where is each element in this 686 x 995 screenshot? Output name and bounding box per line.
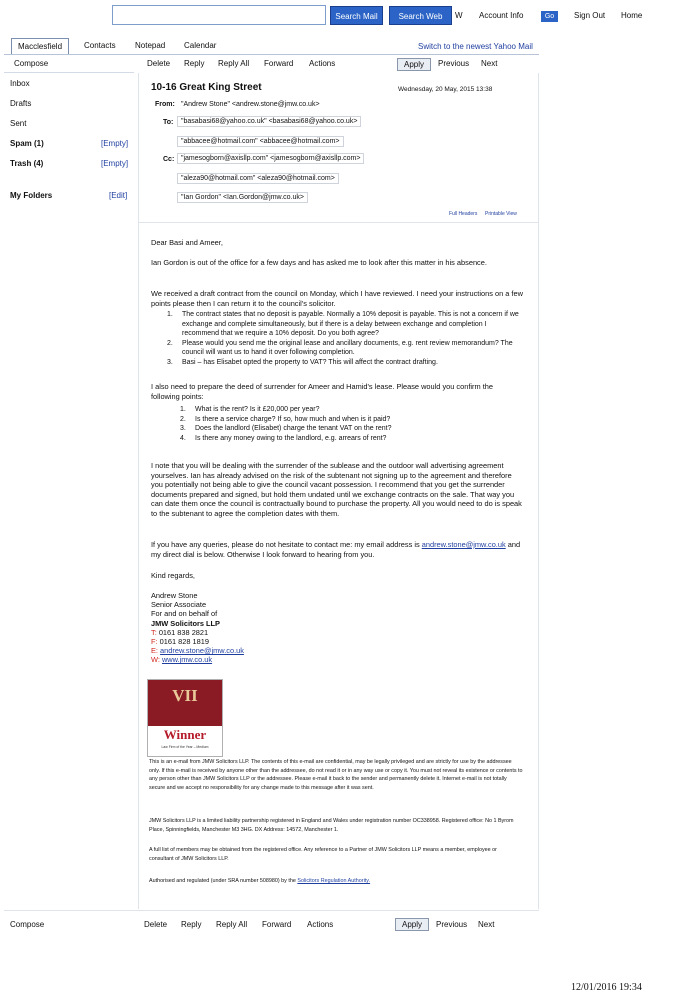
list-number: 2.: [167, 339, 173, 347]
signature-title: Senior Associate: [151, 600, 207, 610]
next-button[interactable]: Next: [481, 59, 498, 68]
website-link[interactable]: www.jmw.co.uk: [161, 655, 213, 665]
tab-divider: [4, 54, 539, 55]
list-text: What is the rent? Is it £20,000 per year?: [195, 406, 320, 413]
list-number: 1.: [180, 406, 186, 413]
paragraph-2: We received a draft contract from the council on Monday, which I have reviewed. I need your instructions on a few points please then I can return it to the council's solicitor.: [151, 289, 523, 308]
signature-block: [151, 591, 244, 665]
paragraph-4: I note that you will be dealing with the surrender of the sublease and the outdoor wall advertising agreement yourselves. Ian has already advised on the risk of the subtenant not signing up to the agreement and therefore you potentially not being able to give the council vacant possession. I recommend that you get the surrender documents prepared and signed, but hold them undated until we exchange contracts on the sale. That way you can date them once the council is contractually bound to purchase the property. All you would need to do is speak to the subtenant to agree the completion dates with them.: [151, 461, 522, 518]
signature-phone: [151, 628, 244, 637]
from-address[interactable]: "Andrew Stone" <andrew.stone@jmw.co.uk>: [181, 101, 320, 108]
list-number: 3.: [167, 358, 173, 366]
list-item: [167, 339, 519, 358]
switch-yahoo-mail-link[interactable]: Switch to the newest Yahoo Mail: [418, 42, 533, 51]
fax-label: F:: [151, 637, 158, 647]
award-winner-text: Winner: [163, 727, 207, 742]
greeting: Dear Basi and Ameer,: [151, 238, 223, 247]
award-caption: Law Firm of the Year – Medium: [161, 745, 209, 749]
tab-macclesfield[interactable]: Macclesfield: [11, 38, 69, 55]
list-text: Basi – has Elisabet opted the property to VAT? This will affect the contract drafting.: [182, 358, 438, 366]
tab-contacts[interactable]: Contacts: [84, 41, 116, 50]
list-text: The contract states that no deposit is payable. Normally a 10% deposit is payable. This is not a concern if we exchange and complete simultaneously, but if there is a delay between exchange and completion I recommend that we require a 10% deposit. Do you both agree?: [182, 311, 519, 338]
paragraph-3: I also need to prepare the deed of surrender for Ameer and Hamid's lease. Please would you confirm the following points:: [151, 382, 493, 401]
signature-behalf: For and on behalf of: [151, 609, 218, 619]
reply-button[interactable]: Reply: [184, 59, 205, 68]
lease-points-list: [180, 405, 520, 443]
list-item: [167, 310, 519, 339]
list-number: 2.: [180, 415, 186, 423]
signature-email-link[interactable]: andrew.stone@jmw.co.uk: [160, 646, 244, 656]
sign-off: Kind regards,: [151, 571, 195, 580]
forward-button[interactable]: Forward: [264, 59, 294, 68]
sidebar-item-inbox[interactable]: Inbox: [10, 79, 30, 88]
email-subject: 10-16 Great King Street: [151, 82, 262, 93]
paragraph-5-text-end: and my direct dial is below. Otherwise I look forward to hearing from you.: [151, 540, 521, 559]
previous-button[interactable]: Previous: [438, 59, 470, 68]
reply-all-button-bottom[interactable]: Reply All: [216, 920, 248, 929]
tab-notepad[interactable]: Notepad: [135, 41, 166, 50]
signature-fax: [151, 637, 244, 646]
phone-value: 0161 838 2821: [158, 627, 209, 637]
delete-button[interactable]: Delete: [147, 59, 171, 68]
delete-button-bottom[interactable]: Delete: [144, 920, 168, 929]
reply-button-bottom[interactable]: Reply: [181, 920, 202, 929]
search-input[interactable]: [112, 5, 326, 25]
email-link[interactable]: andrew.stone@jmw.co.uk: [421, 540, 506, 549]
empty-spam-link[interactable]: [Empty]: [101, 139, 129, 148]
award-roman-numeral: VII: [172, 686, 198, 705]
cc-recipient[interactable]: "aleza90@hotmail.com" <aleza90@hotmail.com>: [177, 173, 339, 184]
list-text: Is there any money owing to the landlord, e.g. arrears of rent?: [195, 434, 387, 442]
edit-folders-link[interactable]: [Edit]: [109, 191, 128, 200]
award-badge: [147, 679, 223, 757]
list-text: Is there a service charge? If so, how much and when is it paid?: [195, 415, 391, 423]
w-label: W: [455, 11, 463, 20]
sidebar-item-spam[interactable]: Spam (1): [10, 139, 44, 148]
contract-points-list: [167, 310, 519, 368]
cc-recipient[interactable]: "jamesogborn@axisllp.com" <jamesogborn@axisllp.com>: [177, 153, 364, 164]
sidebar-divider: [4, 72, 134, 73]
sidebar-item-sent[interactable]: Sent: [10, 119, 27, 128]
email-label: E:: [151, 646, 158, 656]
sign-out-link[interactable]: Sign Out: [574, 11, 606, 20]
regulation-text: Authorised and regulated (under SRA number 508980) by the: [149, 878, 298, 884]
to-recipient[interactable]: "basabasi68@yahoo.co.uk" <basabasi68@yahoo.co.uk>: [177, 116, 361, 127]
list-number: 4.: [180, 434, 186, 442]
my-folders-heading: My Folders: [10, 191, 53, 200]
paragraph-5-text: If you have any queries, please do not hesitate to contact me: my email address is: [151, 540, 420, 549]
reply-all-button[interactable]: Reply All: [218, 59, 250, 68]
full-headers-link[interactable]: Full Headers: [449, 211, 478, 217]
previous-button-bottom[interactable]: Previous: [436, 920, 468, 929]
actions-dropdown-bottom[interactable]: Actions: [307, 920, 334, 929]
forward-button-bottom[interactable]: Forward: [262, 920, 292, 929]
list-text: Please would you send me the original lease and ancillary documents, e.g. rent review memorandum? The council will want us to hand it over following completion.: [182, 339, 513, 357]
compose-button-bottom[interactable]: Compose: [10, 920, 45, 929]
list-text: Does the landlord (Elisabet) charge the tenant VAT on the rent?: [195, 425, 392, 433]
printable-view-link[interactable]: Printable View: [485, 211, 517, 217]
list-item: [180, 415, 520, 425]
signature-firm: JMW Solicitors LLP: [151, 618, 220, 628]
list-item: [180, 434, 520, 444]
list-item: [167, 358, 519, 368]
disclaimer-regulation: [149, 877, 523, 886]
from-label: From:: [155, 101, 175, 108]
phone-label: T:: [151, 627, 157, 637]
go-button[interactable]: Go: [541, 11, 558, 22]
print-timestamp: 12/01/2016 19:34: [571, 982, 642, 993]
web-label: W:: [151, 655, 160, 665]
disclaimer-members: A full list of members may be obtained from the registered office. Any reference to a Partner of JMW Solicitors LLP means a member, employee or consultant of JMW Solicitors LLP.: [149, 847, 497, 862]
signature-web: [151, 655, 244, 664]
sidebar-item-trash[interactable]: Trash (4): [10, 159, 44, 168]
next-button-bottom[interactable]: Next: [478, 920, 495, 929]
paragraph-5: [151, 540, 523, 559]
sidebar-item-drafts[interactable]: Drafts: [10, 99, 32, 108]
list-item: [180, 405, 520, 415]
account-info-link[interactable]: Account Info: [479, 11, 524, 20]
disclaimer-confidential: This is an e-mail from JMW Solicitors LLP. The contents of this e-mail are confidential, may be legally privileged and are strictly for use by the addressee only. If this e-mail is received by anyone other than the addressee, do not read it or in any way use or copy it. You must not reveal its existence or contents to any person other than JMW Solicitors LLP or the addressee. Please e-mail it back to the sender and permanently delete it. Internet e-mail is not totally secure and we accept no responsibility for any change made to this message after it was sent.: [149, 759, 523, 791]
search-mail-button[interactable]: Search Mail: [330, 6, 383, 25]
cc-recipient[interactable]: "Ian Gordon" <Ian.Gordon@jmw.co.uk>: [177, 192, 308, 203]
signature-email: [151, 646, 244, 655]
list-number: 1.: [167, 311, 173, 318]
tab-calendar[interactable]: Calendar: [184, 41, 217, 50]
sra-link[interactable]: Solicitors Regulation Authority.: [297, 878, 371, 884]
header-divider: [139, 222, 538, 223]
to-recipient[interactable]: "abbacee@hotmail.com" <abbacee@hotmail.com>: [177, 136, 344, 147]
list-number: 3.: [180, 425, 186, 433]
email-date: Wednesday, 20 May, 2015 13:38: [398, 86, 493, 93]
apply-button[interactable]: Apply: [397, 58, 431, 71]
disclaimer-registration: JMW Solicitors LLP is a limited liability partnership registered in England and Wales under registration number OC338958. Registered office: No 1 Byrom Place, Spinningfields, Manchester M3 3HG. DX Address: 14572, Manchester 1.: [149, 818, 514, 833]
signature-name: Andrew Stone: [151, 591, 198, 600]
cc-label: Cc:: [163, 156, 175, 163]
empty-trash-link[interactable]: [Empty]: [101, 159, 129, 168]
search-web-button[interactable]: Search Web: [389, 6, 452, 25]
compose-button[interactable]: Compose: [14, 59, 49, 68]
bottom-divider: [4, 910, 539, 911]
to-label: To:: [163, 119, 174, 126]
apply-button-bottom[interactable]: Apply: [395, 918, 429, 931]
actions-dropdown[interactable]: Actions: [309, 59, 336, 68]
list-item: [180, 424, 520, 434]
home-link[interactable]: Home: [621, 11, 643, 20]
fax-value: 0161 828 1819: [159, 637, 209, 647]
paragraph-1: Ian Gordon is out of the office for a few days and has asked me to look after this matter in his absence.: [151, 258, 487, 267]
